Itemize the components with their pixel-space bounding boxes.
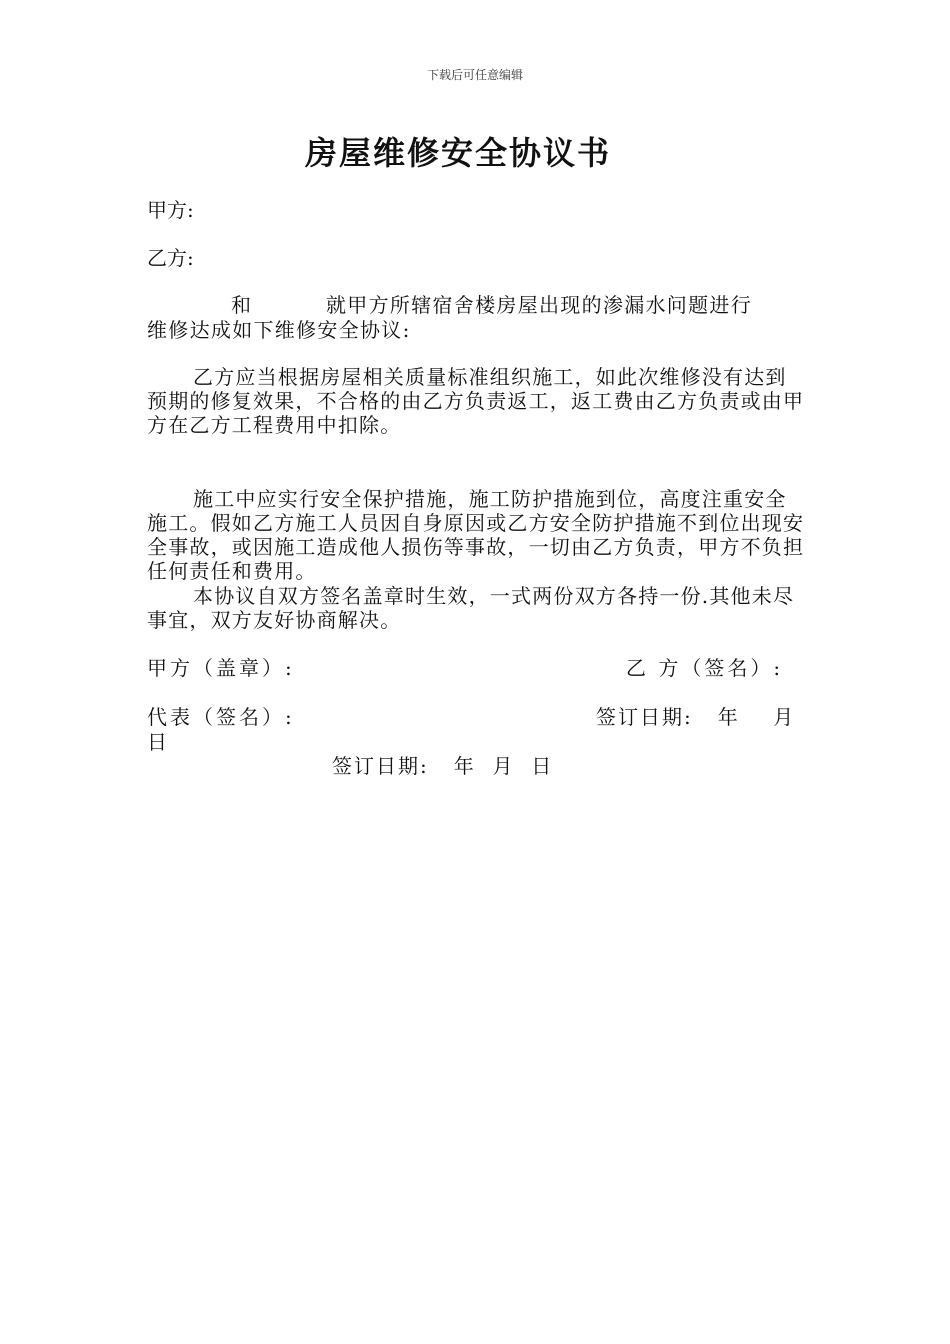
document-title: 房屋维修安全协议书 bbox=[304, 134, 611, 172]
representative-sign-label: 代表（签名）: bbox=[147, 705, 295, 729]
clause-1: 乙方应当根据房屋相关质量标准组织施工，如此次维修没有达到预期的修复效果，不合格的由乙方负责返工，返工费由乙方负责或由甲方在乙方工程费用中扣除。 bbox=[147, 365, 805, 437]
intro-line2: 维修达成如下维修安全协议: bbox=[147, 318, 411, 342]
sign-date-day: 日 bbox=[147, 730, 167, 754]
party-b-label: 乙方: bbox=[147, 246, 194, 270]
header-note: 下载后可任意编辑 bbox=[426, 68, 523, 82]
sign-date-center: 签订日期: 年 月 日 bbox=[332, 754, 554, 778]
clause-2: 施工中应实行安全保护措施，施工防护措施到位，高度注重安全施工。假如乙方施工人员因自身原因或乙方安全防护措施不到位出现安全事故，或因施工造成他人损伤等事故，一切由乙方负责，甲方不负担任何责任和费用。 bbox=[147, 487, 805, 583]
intro-rest: 就甲方所辖宿舍楼房屋出现的渗漏水问题进行 bbox=[326, 293, 752, 317]
clause-3: 本协议自双方签名盖章时生效，一式两份双方各持一份.其他未尽事宜，双方友好协商解决。 bbox=[147, 584, 795, 632]
sign-date-right: 签订日期: 年 月 bbox=[596, 705, 796, 729]
party-b-sign-label: 乙 方（签名）: bbox=[626, 656, 784, 680]
party-a-label: 甲方: bbox=[147, 198, 194, 222]
party-a-seal-label: 甲方（盖章）: bbox=[147, 656, 295, 680]
intro-he: 和 bbox=[231, 293, 251, 317]
